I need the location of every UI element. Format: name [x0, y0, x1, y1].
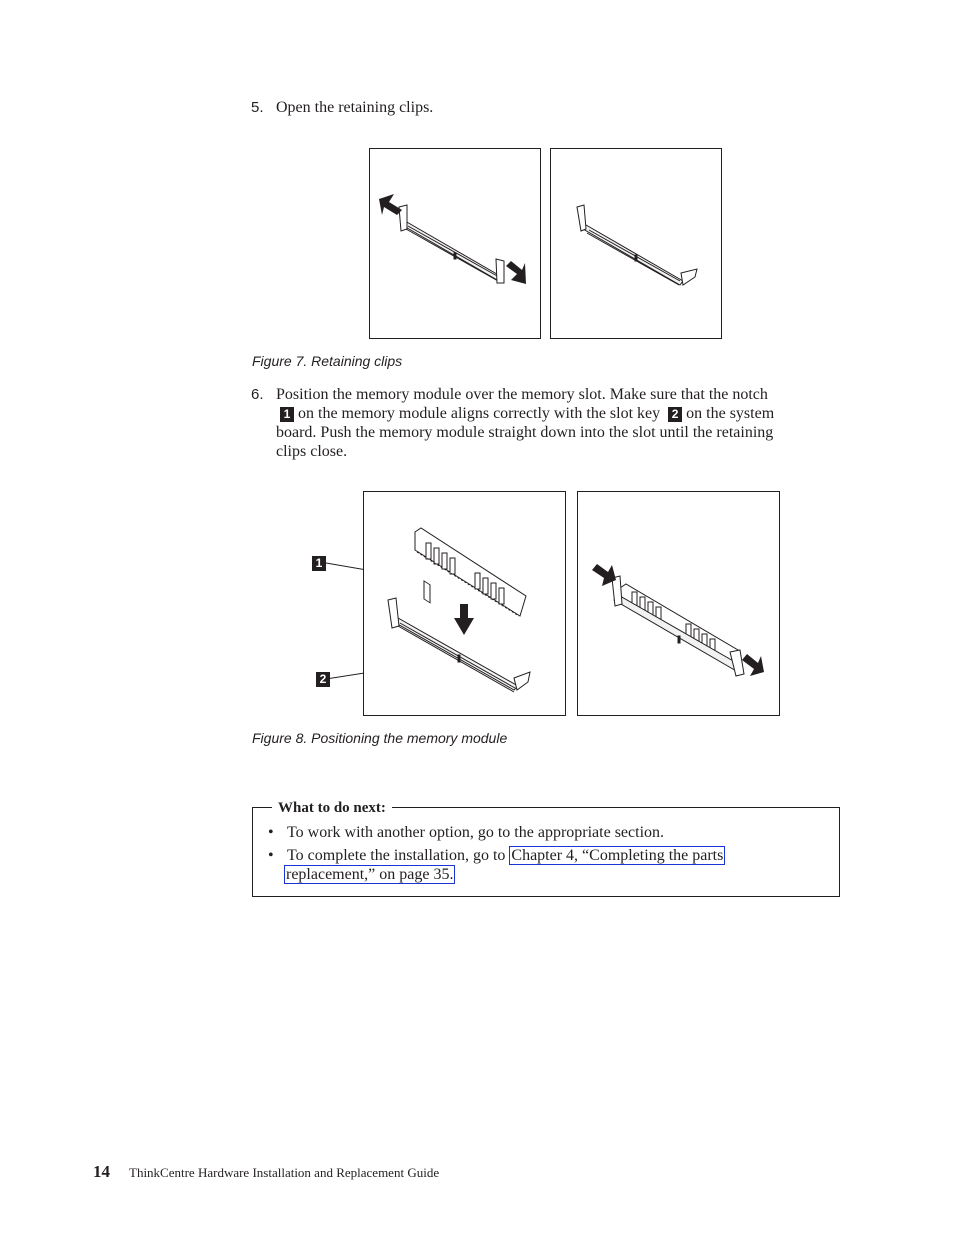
- step-number: 5.: [251, 99, 264, 116]
- step-6-text-2: on the memory module aligns correctly with the slot key: [298, 405, 661, 422]
- document-title: ThinkCentre Hardware Installation and Replacement Guide: [129, 1165, 440, 1180]
- step-6: [251, 385, 851, 460]
- figure-8-module-installed: [577, 491, 780, 716]
- step-number: 6.: [251, 386, 264, 403]
- what-to-do-next-title: What to do next:: [272, 800, 392, 817]
- callout-1: 1: [280, 407, 294, 422]
- list-item-continuation: [284, 865, 455, 884]
- figure-8-callout-2: 2: [316, 672, 330, 687]
- memory-slot-illustration: [370, 149, 540, 338]
- arrow-icon: [379, 194, 402, 215]
- figure-7-open-clips: [369, 148, 541, 339]
- chapter-4-link[interactable]: Chapter 4, “Completing the parts: [511, 847, 724, 864]
- list-item-text: To work with another option, go to the appropriate section.: [287, 824, 665, 841]
- memory-module-illustration: [364, 492, 565, 715]
- figure-8-caption: Figure 8. Positioning the memory module: [252, 730, 508, 746]
- step-text: Open the retaining clips.: [276, 99, 434, 116]
- list-item: [268, 823, 665, 842]
- step-6-line-4: clips close.: [276, 443, 348, 460]
- memory-slot-illustration: [551, 149, 721, 338]
- chapter-4-link-continued[interactable]: replacement,” on page 35.: [286, 866, 454, 883]
- bullet-icon: •: [268, 847, 274, 864]
- figure-7-caption: Figure 7. Retaining clips: [252, 353, 403, 369]
- arrow-icon: [506, 261, 526, 284]
- list-item: [268, 846, 724, 865]
- page-number: 14: [93, 1162, 110, 1181]
- step-5: [251, 98, 434, 117]
- callout-2: 2: [668, 407, 682, 422]
- step-6-line-3: board. Push the memory module straight down into the slot until the retaining: [276, 424, 774, 441]
- figure-8-module-over-slot: [363, 491, 566, 716]
- bullet-icon: •: [268, 824, 274, 841]
- step-6-line-1: Position the memory module over the memory slot. Make sure that the notch: [276, 386, 768, 403]
- figure-8-callout-1: 1: [312, 556, 326, 571]
- step-6-text-3: on the system: [686, 405, 775, 422]
- down-arrow-icon: [454, 604, 474, 635]
- memory-module-illustration: [578, 492, 779, 715]
- figure-7-clips-open: [550, 148, 722, 339]
- arrow-icon: [742, 654, 764, 676]
- list-item-text: To complete the installation, go to: [287, 847, 506, 864]
- step-6-line-2: [276, 404, 851, 423]
